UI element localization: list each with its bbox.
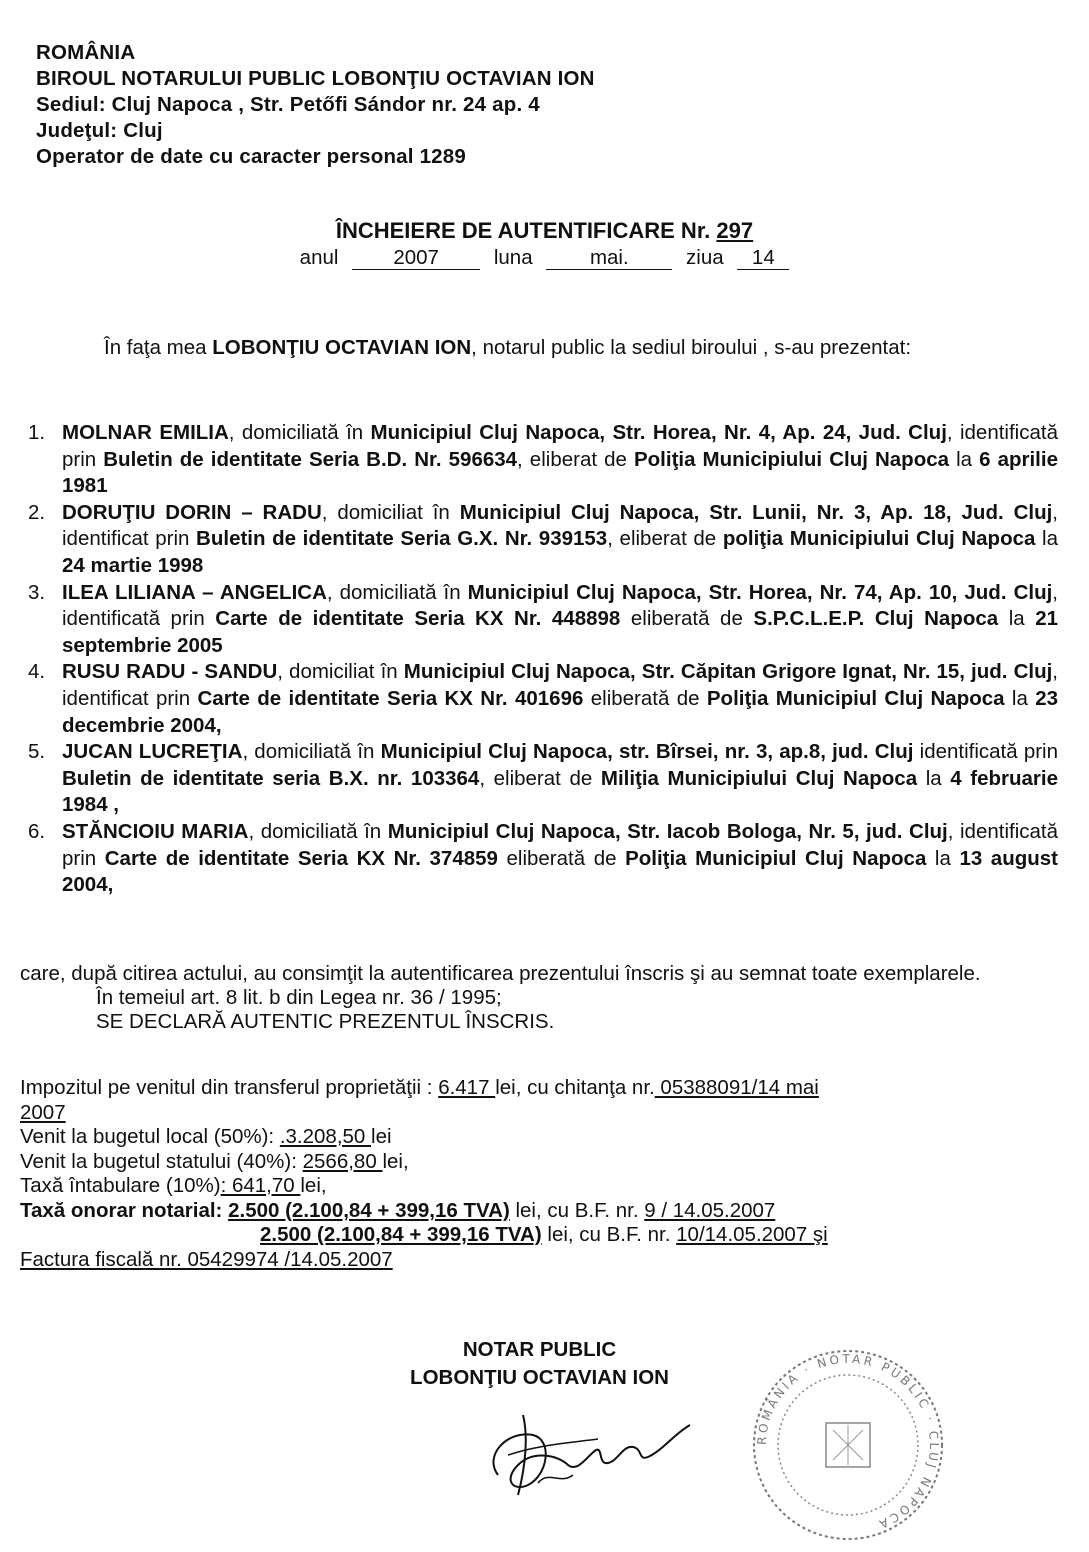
party-detail-bold: Buletin de identitate seria B.X. nr. 103364 — [62, 766, 480, 790]
party-detail-text: eliberată de — [497, 846, 626, 870]
party-detail-bold: 24 martie 1998 — [62, 553, 204, 577]
address-line: Sediul: Cluj Napoca , Str. Petőfi Sándor nr. 24 ap. 4 — [36, 93, 540, 116]
party-detail-bold: Buletin de identitate Seria G.X. Nr. 939153 — [196, 527, 608, 551]
invoice-text: Factura fiscală nr. 05429974 /14.05.2007 — [20, 1247, 393, 1271]
party-detail-bold: STĂNCIOIU MARIA — [62, 819, 249, 843]
title-text: ÎNCHEIERE DE AUTENTIFICARE Nr. — [335, 218, 711, 243]
notary-fee-mid-1: lei, cu B.F. nr. — [509, 1198, 645, 1222]
notary-fee-label: Taxă onorar notarial: — [20, 1198, 229, 1222]
operator-line: Operator de date cu caracter personal 1289 — [36, 145, 466, 168]
party-detail-bold: DORUŢIU DORIN – RADU — [62, 500, 322, 524]
office-line: BIROUL NOTARULUI PUBLIC LOBONŢIU OCTAVIAN ION — [36, 67, 595, 90]
notary-fee-line-2 — [20, 1223, 1060, 1248]
party-detail-bold: S.P.C.L.E.P. Cluj Napoca — [753, 607, 999, 631]
signature-name: LOBONŢIU OCTAVIAN ION — [410, 1366, 669, 1389]
party-detail-bold: 13 august 2004, — [62, 846, 1059, 897]
party-detail-bold: Municipiul Cluj Napoca, Str. Iacob Bologa, Nr. 5, jud. Cluj — [387, 819, 948, 843]
notary-seal — [748, 1345, 948, 1545]
seal-text: ROMÂNIA · NOTAR PUBLIC · CLUJ NAPOCA — [754, 1351, 942, 1533]
local-unit: lei — [371, 1125, 392, 1148]
party-detail-bold: ILEA LILIANA – ANGELICA — [62, 580, 327, 604]
party-detail-text: la — [1035, 527, 1058, 551]
state-unit: lei, — [382, 1149, 409, 1173]
day-value: 14 — [737, 247, 789, 270]
party-detail-bold: 4 februarie 1984 , — [62, 766, 1058, 817]
party-detail-text: eliberată de — [583, 686, 707, 710]
tax-line-cont — [20, 1101, 1060, 1126]
signature-title: NOTAR PUBLIC — [462, 1338, 617, 1361]
list-item-number: 6. — [28, 819, 46, 843]
county-line: Judeţul: Cluj — [36, 119, 163, 142]
party-detail-bold: Municipiul Cluj Napoca, Str. Lunii, Nr. 3, Ap. 18, Jud. Cluj — [459, 500, 1053, 524]
party-detail-text: la — [1004, 686, 1036, 710]
notary-fee-mid-2: lei, cu B.F. nr. — [541, 1223, 677, 1246]
party-detail-text: , domiciliat în — [277, 660, 404, 684]
notary-fee-amount-1: 2.500 (2.100,84 + 399,16 TVA) — [228, 1198, 510, 1222]
notary-fee-amount-2: 2.500 (2.100,84 + 399,16 TVA) — [260, 1223, 542, 1246]
tax-line — [20, 1076, 1060, 1101]
party-detail-text: la — [949, 447, 980, 471]
party-detail-text: la — [917, 766, 951, 790]
party-detail-text: , eliberat de — [479, 766, 601, 790]
party-detail-text: , identificată prin — [62, 819, 1059, 870]
party-detail-text: , identificat prin — [62, 500, 1058, 551]
list-item — [28, 659, 1058, 739]
local-budget-line — [20, 1125, 1060, 1150]
document-title — [0, 218, 1089, 244]
party-detail-text: , identificată prin — [62, 421, 1058, 471]
office-header — [36, 40, 595, 170]
legal-basis-text: În temeiul art. 8 lit. b din Legea nr. 36 / 1995; — [96, 986, 502, 1009]
party-detail-bold: Poliţia Municipiul Cluj Napoca — [706, 686, 1005, 710]
tax-label: Impozitul pe venitul din transferul proprietăţii : — [20, 1076, 439, 1099]
list-item-number: 1. — [28, 421, 46, 444]
list-item — [28, 500, 1058, 580]
party-detail-bold: RUSU RADU - SANDU — [62, 660, 278, 684]
party-detail-bold: Carte de identitate Seria KX Nr. 401696 — [197, 686, 584, 710]
tab-amount: : 641,70 — [220, 1174, 301, 1197]
party-detail-text: , eliberat de — [607, 527, 723, 551]
handwritten-signature — [478, 1395, 698, 1505]
party-detail-text: identificată prin — [913, 740, 1059, 764]
notary-fee-bf-1: 9 / 14.05.2007 — [644, 1198, 776, 1222]
local-label: Venit la bugetul local (50%): — [20, 1125, 280, 1148]
party-detail-bold: JUCAN LUCREŢIA — [62, 740, 243, 764]
tax-amount: 6.417 — [438, 1076, 496, 1099]
party-detail-bold: poliţia Municipiului Cluj Napoca — [722, 527, 1036, 551]
notary-fee-bf-2: 10/14.05.2007 şi — [676, 1223, 828, 1246]
tabulation-line — [20, 1174, 1060, 1199]
party-detail-text: , domiciliat în — [321, 500, 460, 524]
party-detail-text: , domiciliată în — [326, 580, 468, 604]
party-detail-bold: Municipiul Cluj Napoca, str. Bîrsei, nr. 3, ap.8, jud. Cluj — [380, 740, 914, 764]
tab-label: Taxă întabulare (10%) — [20, 1174, 221, 1197]
consent-text: care, după citirea actului, au consimţit la autentificarea prezentului înscris şi au semnat toate exemplarele. — [20, 962, 981, 985]
tax-receipt-year: 2007 — [20, 1100, 66, 1124]
party-detail-bold: Municipiul Cluj Napoca, Str. Horea, Nr. 4, Ap. 24, Jud. Cluj — [370, 421, 947, 444]
party-detail-text: , eliberat de — [517, 447, 634, 471]
list-item-number: 3. — [28, 580, 46, 604]
list-item-number: 5. — [28, 740, 46, 764]
party-detail-text: , domiciliată în — [228, 421, 371, 444]
party-detail-bold: MOLNAR EMILIA — [62, 421, 229, 444]
country-line: ROMÂNIA — [36, 41, 136, 64]
date-line — [0, 246, 1089, 270]
intro-text-after: , notarul public la sediul biroului , s-au prezentat: — [471, 336, 912, 359]
list-item — [28, 580, 1058, 660]
tab-unit: lei, — [300, 1174, 327, 1197]
declaration-text: SE DECLARĂ AUTENTIC PREZENTUL ÎNSCRIS. — [96, 1010, 555, 1033]
party-detail-text: , domiciliată în — [242, 740, 381, 764]
month-value: mai. — [546, 247, 672, 270]
list-item — [28, 420, 1058, 500]
tax-mid: lei, cu chitanţa nr. — [495, 1076, 655, 1099]
party-detail-text: la — [998, 607, 1036, 631]
intro-paragraph — [32, 336, 1057, 360]
list-item-number: 4. — [28, 660, 46, 684]
party-detail-bold: Municipiul Cluj Napoca, Str. Horea, Nr. 74, Ap. 10, Jud. Cluj — [467, 580, 1053, 604]
party-detail-text: , identificat prin — [62, 660, 1058, 710]
party-detail-bold: Municipiul Cluj Napoca, Str. Căpitan Grigore Ignat, Nr. 15, jud. Cluj — [403, 660, 1053, 684]
party-detail-bold: Carte de identitate Seria KX Nr. 448898 — [215, 607, 621, 631]
intro-text-before: În faţa mea — [104, 336, 213, 359]
year-label: anul — [299, 246, 339, 269]
notary-name-inline: LOBONŢIU OCTAVIAN ION — [212, 336, 472, 359]
state-amount: 2566,80 — [302, 1149, 383, 1173]
state-label: Venit la bugetul statului (40%): — [20, 1149, 303, 1173]
party-detail-text: , identificată prin — [62, 580, 1058, 631]
party-detail-bold: Miliţia Municipiului Cluj Napoca — [600, 766, 918, 790]
party-detail-text: , domiciliată în — [248, 819, 388, 843]
invoice-line — [20, 1248, 1060, 1273]
fees-section — [20, 1076, 1060, 1272]
list-item — [28, 739, 1058, 819]
party-detail-bold: 23 decembrie 2004, — [62, 686, 1059, 737]
party-detail-text: eliberată de — [620, 607, 754, 631]
local-amount: .3.208,50 — [279, 1125, 372, 1148]
state-budget-line — [20, 1150, 1060, 1175]
tax-receipt: 05388091/14 mai — [654, 1076, 819, 1099]
closing-section — [20, 962, 1055, 1034]
party-detail-bold: 21 septembrie 2005 — [62, 607, 1058, 657]
year-value: 2007 — [352, 247, 480, 270]
list-item-number: 2. — [28, 500, 46, 524]
party-detail-bold: Carte de identitate Seria KX Nr. 374859 — [104, 846, 498, 870]
party-detail-bold: Buletin de identitate Seria B.D. Nr. 596634 — [103, 447, 518, 471]
party-detail-bold: Poliţia Municipiul Cluj Napoca — [625, 846, 927, 870]
party-detail-bold: Poliţia Municipiului Cluj Napoca — [633, 447, 950, 471]
title-number: 297 — [716, 218, 754, 243]
parties-list — [28, 420, 1058, 899]
list-item — [28, 819, 1058, 899]
month-label: luna — [493, 246, 533, 269]
party-detail-text: la — [926, 846, 960, 870]
day-label: ziua — [686, 246, 724, 269]
notary-fee-line-1 — [20, 1199, 1060, 1224]
party-detail-bold: 6 aprilie 1981 — [62, 447, 1058, 498]
